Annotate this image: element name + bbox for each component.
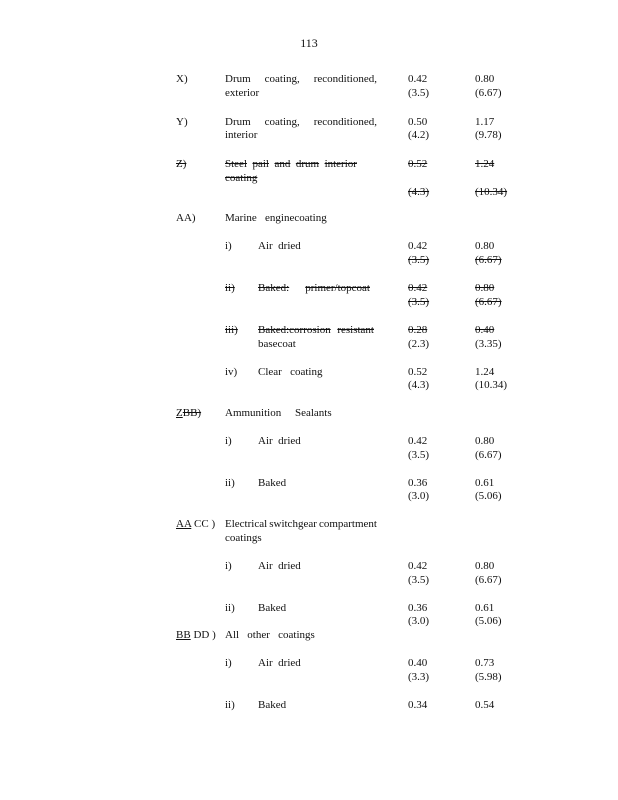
desc-word: coating, — [264, 73, 300, 85]
label-deleted: BB) — [182, 407, 202, 419]
desc-word: Drum — [225, 116, 251, 128]
value-voc-y-metric: (4.2) — [408, 129, 430, 141]
value-voc: 0.36 — [408, 477, 428, 489]
value-limit: 0.80 — [475, 560, 495, 572]
sub-desc: Baked — [258, 602, 287, 614]
row-desc-dd: All other coatings — [225, 629, 315, 641]
value-voc: 0.42 — [408, 560, 428, 572]
desc-word: primer/topcoat — [305, 282, 370, 294]
sub-desc — [258, 282, 370, 295]
value-limit-metric: (5.06) — [475, 615, 502, 627]
value-limit-y-metric: (9.78) — [475, 129, 502, 141]
desc-word: reconditioned, — [313, 116, 377, 128]
value-voc: 0.52 — [408, 366, 428, 378]
value-limit-metric: (6.67) — [475, 296, 502, 308]
label-deleted: DD ) — [190, 629, 216, 641]
sub-label: iv) — [225, 366, 238, 378]
value-voc-z: 0.52 — [408, 158, 428, 170]
sub-desc: Clear coating — [258, 366, 323, 378]
value-voc-metric: (3.5) — [408, 574, 430, 586]
sub-desc: Air dried — [258, 435, 301, 447]
row-label-z: Z) — [176, 158, 187, 170]
value-limit-x: 0.80 — [475, 73, 495, 85]
sub-label: ii) — [225, 477, 235, 489]
row-desc-y — [225, 116, 377, 129]
value-limit: 1.24 — [475, 366, 495, 378]
desc-word: reconditioned, — [313, 73, 377, 85]
value-limit: 0.61 — [475, 477, 495, 489]
desc-word: resistant — [337, 324, 374, 336]
page-number: 113 — [300, 36, 318, 50]
row-desc-aa: Marine enginecoating — [225, 212, 327, 224]
value-voc-x: 0.42 — [408, 73, 428, 85]
sub-label: ii) — [225, 282, 235, 294]
desc-word: drum — [295, 158, 320, 170]
value-voc-metric: (3.0) — [408, 490, 430, 502]
desc-word: Steel — [225, 158, 247, 170]
value-voc-metric: (2.3) — [408, 338, 430, 350]
value-limit-x-metric: (6.67) — [475, 87, 502, 99]
row-label-x: X) — [176, 73, 188, 85]
row-desc-cc-2: coatings — [225, 532, 262, 544]
value-voc-metric: (3.5) — [408, 449, 430, 461]
value-voc-x-metric: (3.5) — [408, 87, 430, 99]
row-label-dd — [176, 629, 216, 642]
value-limit: 0.80 — [475, 435, 495, 447]
sub-desc: Air dried — [258, 240, 301, 252]
label-inserted: AA — [176, 518, 192, 530]
value-voc-y: 0.50 — [408, 116, 428, 128]
row-desc-z-2: coating — [225, 172, 258, 184]
row-desc-x-2: exterior — [225, 87, 260, 99]
sub-label: i) — [225, 240, 232, 252]
sub-desc — [258, 324, 374, 337]
sub-label: iii) — [225, 324, 238, 336]
desc-word: switchgear — [269, 518, 317, 530]
desc-word: compartment — [318, 518, 377, 530]
value-voc: 0.42 — [408, 282, 428, 294]
desc-word: pail — [252, 158, 269, 170]
value-voc-z-metric: (4.3) — [408, 186, 430, 198]
value-voc-metric: (3.0) — [408, 615, 430, 627]
value-limit-metric: (6.67) — [475, 254, 502, 266]
sub-desc-2: basecoat — [258, 338, 296, 350]
sub-label: i) — [225, 560, 232, 572]
row-label-y: Y) — [176, 116, 188, 128]
value-limit: 0.54 — [475, 699, 495, 711]
value-limit: 0.73 — [475, 657, 495, 669]
value-limit-metric: (5.06) — [475, 490, 502, 502]
label-inserted: BB — [176, 629, 191, 641]
value-limit: 0.80 — [475, 240, 495, 252]
sub-label: i) — [225, 435, 232, 447]
row-desc-cc — [225, 518, 377, 531]
desc-word: Drum — [225, 73, 251, 85]
value-voc: 0.36 — [408, 602, 428, 614]
value-voc: 0.34 — [408, 699, 428, 711]
value-limit-z: 1.24 — [475, 158, 495, 170]
label-inserted: Z — [176, 407, 183, 419]
value-limit-metric: (6.67) — [475, 449, 502, 461]
value-voc: 0.28 — [408, 324, 428, 336]
value-voc-metric: (3.3) — [408, 671, 430, 683]
sub-desc: Air dried — [258, 560, 301, 572]
value-limit-metric: (3.35) — [475, 338, 502, 350]
row-desc-z — [225, 158, 357, 171]
sub-label: ii) — [225, 602, 235, 614]
value-voc-metric: (3.5) — [408, 254, 430, 266]
sub-desc: Baked — [258, 477, 287, 489]
value-limit-z-metric: (10.34) — [475, 186, 508, 198]
value-voc: 0.42 — [408, 435, 428, 447]
value-limit: 0.61 — [475, 602, 495, 614]
row-desc-bb: Ammunition Sealants — [225, 407, 332, 419]
row-label-bb — [176, 407, 201, 420]
desc-word: interior — [324, 158, 357, 170]
desc-word: and — [274, 158, 291, 170]
value-limit: 0.40 — [475, 324, 495, 336]
value-voc-metric: (3.5) — [408, 296, 430, 308]
row-desc-y-2: interior — [225, 129, 258, 141]
desc-word: Electrical — [225, 518, 268, 530]
value-voc-metric: (4.3) — [408, 379, 430, 391]
desc-word: Baked: — [258, 282, 290, 294]
row-desc-x — [225, 73, 377, 86]
value-limit-metric: (10.34) — [475, 379, 508, 391]
desc-word: coating, — [264, 116, 300, 128]
value-voc: 0.42 — [408, 240, 428, 252]
value-limit: 0.80 — [475, 282, 495, 294]
value-voc: 0.40 — [408, 657, 428, 669]
value-limit-metric: (6.67) — [475, 574, 502, 586]
value-limit-metric: (5.98) — [475, 671, 502, 683]
sub-desc: Air dried — [258, 657, 301, 669]
sub-label: i) — [225, 657, 232, 669]
label-deleted: CC ) — [191, 518, 216, 530]
row-label-aa: AA) — [176, 212, 196, 224]
value-limit-y: 1.17 — [475, 116, 495, 128]
row-label-cc — [176, 518, 215, 531]
desc-word: Baked:corrosion — [258, 324, 331, 336]
sub-desc: Baked — [258, 699, 287, 711]
sub-label: ii) — [225, 699, 235, 711]
